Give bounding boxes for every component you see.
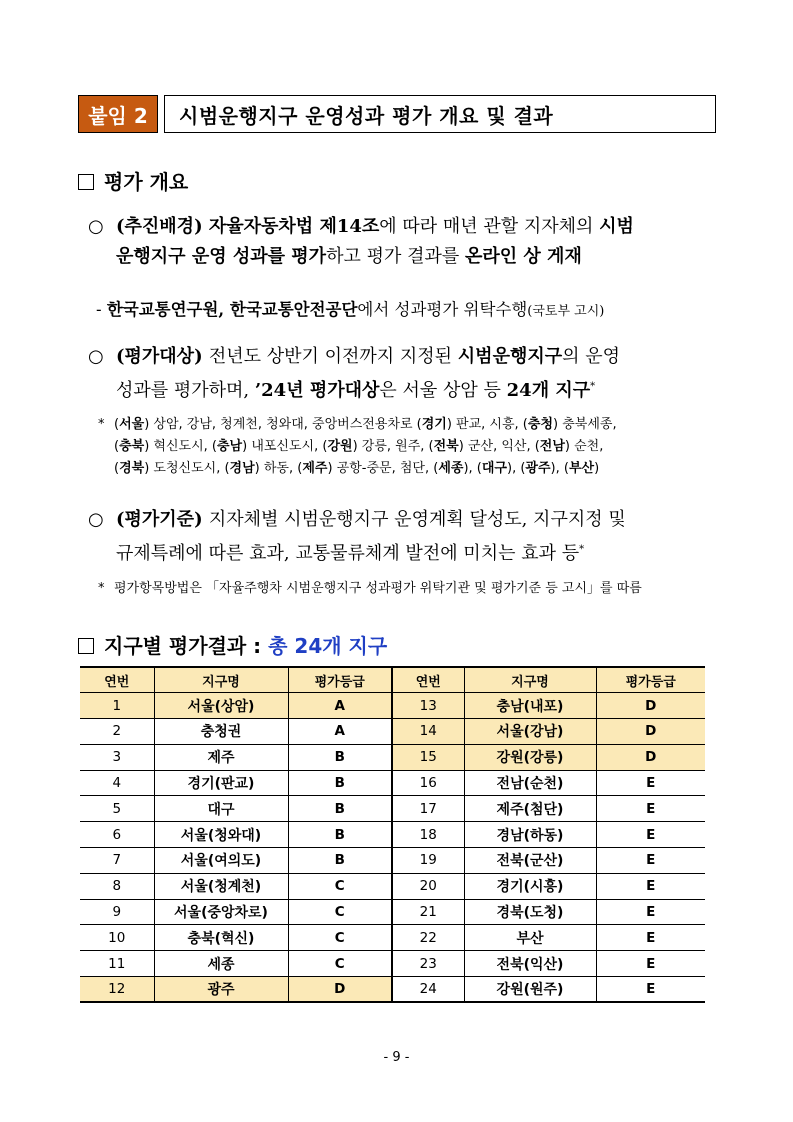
district-name: 제주 xyxy=(154,744,288,770)
row-number: 5 xyxy=(80,796,154,822)
grade: E xyxy=(596,770,705,796)
col-header: 연번 xyxy=(392,667,464,693)
table-row xyxy=(80,822,705,848)
grade: A xyxy=(288,693,392,719)
col-header: 지구명 xyxy=(154,667,288,693)
row-number: 6 xyxy=(80,822,154,848)
row-number: 19 xyxy=(392,848,464,874)
page-title: 시범운행지구 운영성과 평가 개요 및 결과 xyxy=(164,95,716,133)
row-number: 21 xyxy=(392,899,464,925)
dash-item-consignment: - 한국교통연구원, 한국교통안전공단에서 성과평가 위탁수행(국토부 고시) xyxy=(96,300,605,319)
row-number: 7 xyxy=(80,848,154,874)
row-number: 16 xyxy=(392,770,464,796)
col-header: 평가등급 xyxy=(596,667,705,693)
district-name: 전남(순천) xyxy=(464,770,596,796)
bullet-target: ○ (평가대상) 전년도 상반기 이전까지 지정된 시범운행지구의 운영 성과를 평가하며, ’24년 평가대상은 서울 상암 등 24개 지구* xyxy=(88,342,718,406)
title-bar xyxy=(78,95,716,133)
table-row xyxy=(80,951,705,977)
grade: E xyxy=(596,796,705,822)
grade: E xyxy=(596,977,705,1003)
row-number: 8 xyxy=(80,873,154,899)
district-name: 서울(청와대) xyxy=(154,822,288,848)
note-criteria: * 평가항목방법은 「자율주행차 시범운행지구 성과평가 위탁기관 및 평가기준 등 고시」를 따름 xyxy=(98,581,642,596)
district-name: 서울(여의도) xyxy=(154,848,288,874)
page-number: - 9 - xyxy=(383,1050,410,1065)
grade: B xyxy=(288,770,392,796)
district-name: 광주 xyxy=(154,977,288,1003)
district-name: 충청권 xyxy=(154,719,288,745)
col-header: 지구명 xyxy=(464,667,596,693)
row-number: 9 xyxy=(80,899,154,925)
district-name: 대구 xyxy=(154,796,288,822)
row-number: 15 xyxy=(392,744,464,770)
checkbox-square-icon xyxy=(78,174,94,190)
row-number: 11 xyxy=(80,951,154,977)
grade: E xyxy=(596,848,705,874)
col-header: 평가등급 xyxy=(288,667,392,693)
bullet-background: ○ (추진배경) 자율자동차법 제14조에 따라 매년 관할 지자체의 시범 운행지구 운영 성과를 평가하고 평가 결과를 온라인 상 게재 xyxy=(88,212,718,272)
table-row xyxy=(80,744,705,770)
row-number: 20 xyxy=(392,873,464,899)
row-number: 13 xyxy=(392,693,464,719)
district-name: 경남(하동) xyxy=(464,822,596,848)
circle-bullet-icon: ○ xyxy=(88,346,104,367)
district-name: 서울(청계천) xyxy=(154,873,288,899)
grade: D xyxy=(596,719,705,745)
row-number: 1 xyxy=(80,693,154,719)
grade: C xyxy=(288,925,392,951)
district-name: 경북(도청) xyxy=(464,899,596,925)
grade: C xyxy=(288,873,392,899)
section-heading-overview: 평가 개요 xyxy=(78,166,188,195)
grade: C xyxy=(288,899,392,925)
table-header-row xyxy=(80,667,705,693)
grade: D xyxy=(596,744,705,770)
bullet-criteria: ○ (평가기준) 지자체별 시범운행지구 운영계획 달성도, 지구지정 및 규제특례에 따른 효과, 교통물류체계 발전에 미치는 효과 등* xyxy=(88,505,718,569)
section-heading-results: 지구별 평가결과 : 총 24개 지구 xyxy=(78,630,387,659)
table-row xyxy=(80,770,705,796)
district-name: 전북(군산) xyxy=(464,848,596,874)
circle-bullet-icon: ○ xyxy=(88,216,104,237)
district-name: 제주(첨단) xyxy=(464,796,596,822)
district-name: 강원(강릉) xyxy=(464,744,596,770)
grade: E xyxy=(596,951,705,977)
grade: B xyxy=(288,848,392,874)
row-number: 10 xyxy=(80,925,154,951)
district-name: 경기(시흥) xyxy=(464,873,596,899)
table-row xyxy=(80,925,705,951)
grade: B xyxy=(288,822,392,848)
table-row xyxy=(80,693,705,719)
row-number: 2 xyxy=(80,719,154,745)
grade: D xyxy=(288,977,392,1003)
district-name: 서울(중앙차로) xyxy=(154,899,288,925)
col-header: 연번 xyxy=(80,667,154,693)
row-number: 17 xyxy=(392,796,464,822)
grade: E xyxy=(596,822,705,848)
row-number: 18 xyxy=(392,822,464,848)
grade: C xyxy=(288,951,392,977)
district-name: 세종 xyxy=(154,951,288,977)
table-row xyxy=(80,719,705,745)
district-name: 강원(원주) xyxy=(464,977,596,1003)
district-name: 서울(강남) xyxy=(464,719,596,745)
attachment-badge: 붙임 2 xyxy=(78,95,158,133)
checkbox-square-icon xyxy=(78,638,94,654)
grade: B xyxy=(288,796,392,822)
district-name: 경기(판교) xyxy=(154,770,288,796)
table-row xyxy=(80,796,705,822)
table-row xyxy=(80,977,705,1003)
circle-bullet-icon: ○ xyxy=(88,509,104,530)
district-name: 충북(혁신) xyxy=(154,925,288,951)
row-number: 14 xyxy=(392,719,464,745)
table-row xyxy=(80,873,705,899)
district-name: 전북(익산) xyxy=(464,951,596,977)
row-number: 22 xyxy=(392,925,464,951)
district-name: 충남(내포) xyxy=(464,693,596,719)
row-number: 4 xyxy=(80,770,154,796)
row-number: 24 xyxy=(392,977,464,1003)
grade: E xyxy=(596,899,705,925)
results-table xyxy=(80,666,705,1003)
table-row xyxy=(80,848,705,874)
district-name: 서울(상암) xyxy=(154,693,288,719)
row-number: 23 xyxy=(392,951,464,977)
grade: B xyxy=(288,744,392,770)
grade: D xyxy=(596,693,705,719)
note-target-list: * (서울) 상암, 강남, 청계천, 청와대, 중앙버스전용차로 (경기) 판교, 시흥, (충청) 충북세종, (충북) 혁신도시, (충남) 내포신도시, (강원) 강릉, 원주, (전북) 군산, 익산, (전남) 순천, (경북) 도청신도시, (경남) 하동, (제주) 공항-중문, 첨단, (세종), (대구), (광주), (부산) xyxy=(98,417,617,476)
grade: E xyxy=(596,925,705,951)
row-number: 3 xyxy=(80,744,154,770)
grade: E xyxy=(596,873,705,899)
district-name: 부산 xyxy=(464,925,596,951)
row-number: 12 xyxy=(80,977,154,1003)
table-row xyxy=(80,899,705,925)
grade: A xyxy=(288,719,392,745)
